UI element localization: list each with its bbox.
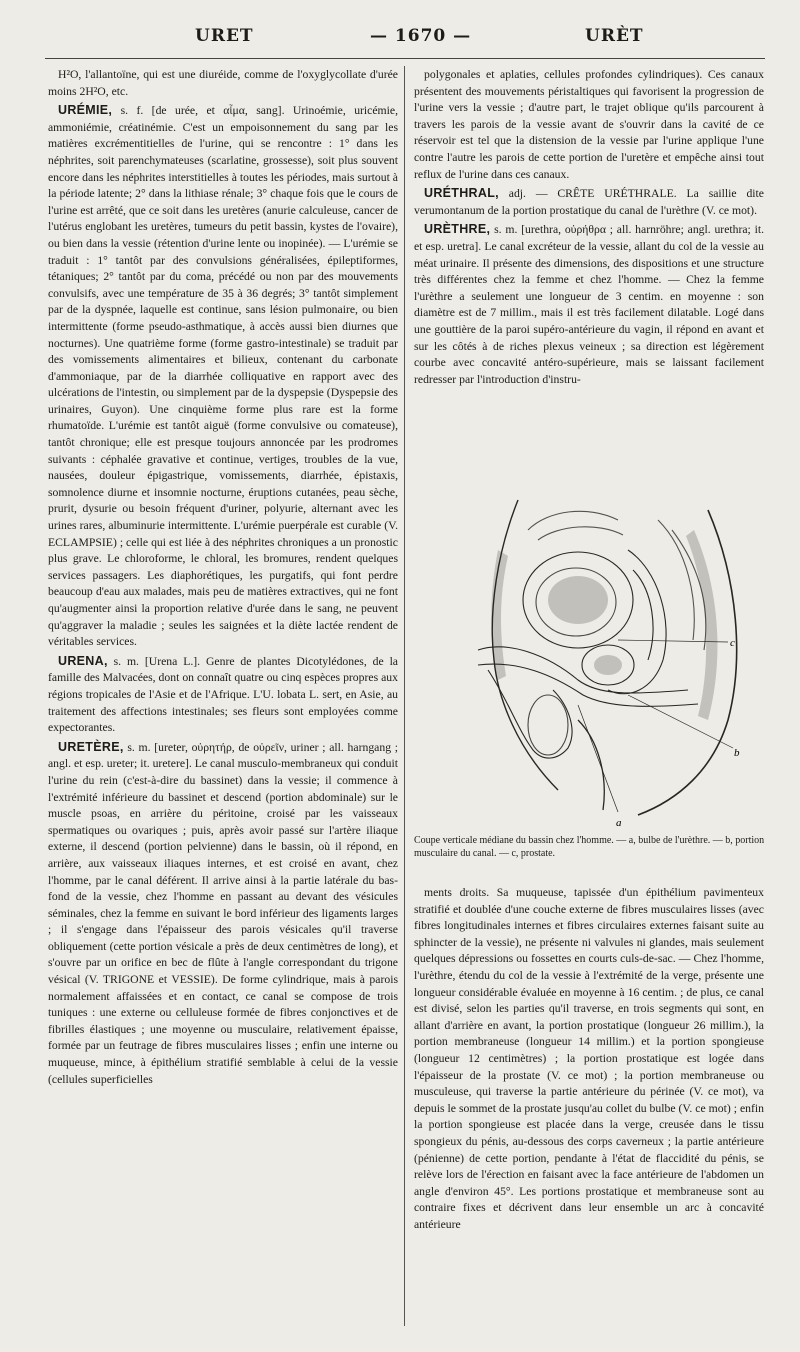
entry-continuation <box>414 885 764 1233</box>
right-column-top <box>414 66 764 452</box>
header-rule <box>45 58 765 59</box>
running-head-left: URET <box>195 26 254 46</box>
right-column-bottom <box>414 885 764 1325</box>
entry-headword: URÉTHRAL, <box>424 186 499 201</box>
entry-headword: URÉMIE, <box>58 103 113 118</box>
entry-text: s. m. [Urena L.]. Genre de plantes Dicotylédones, de la famille des Malvacées, dont on connaît quatre ou cinq espèces propres aux régions tropicales de l'Asie et de l'Afrique. L'U. lobata L. sert, en Asie, au traitement des affections intestinales; ses fleurs sont employées comme expectorantes. <box>48 654 398 735</box>
figure-caption: Coupe verticale médiane du bassin chez l'homme. — a, bulbe de l'urèthre. — b, portion musculaire du canal. — c, prostate. <box>414 835 765 859</box>
entry-uretere <box>48 739 398 1088</box>
entry-urena <box>48 653 398 737</box>
page-number: — 1670 — <box>370 26 472 46</box>
entry-text: ments droits. Sa muqueuse, tapissée d'un épithélium pavimenteux stratifié et doublée d'une couche externe de fibres musculaires lisses (avec fibres longitudinales internes et fibres circulaires externes faisant suite au sphincter de la vessie), ne présente ni valvules ni glandes, mais seulement quelques dépressions ou fossettes en courts culs-de-sac. — Chez l'homme, l'urèthre, étendu du col de la vessie à l'extrémité de la verge, présente une longueur considérable évaluée en moyenne à 16 centim. ; de plus, ce canal est divisé, selon les parties qu'il traverse, en trois segments qui sont, en allant d'arrière en avant, la portion prostatique (longueur 26 millim.), la portion membraneuse (longueur 14 millim.) et la portion spongieuse (longueur 12 centimètres) ; la portion prostatique est logée dans l'épaisseur de la prostate (V. ce mot) ; la portion membraneuse ou musculeuse, qui traverse la partie antérieure du périnée (V. ce mot), va depuis le sommet de la prostate jusqu'au collet du bulbe (V. ce mot) ; enfin la portion spongieuse est placée dans la verge, creusée dans le tissu spongieux du pénis, au-dessous des corps caverneux ; la partie antérieure (pénienne) de cette portion, pendante à l'état de flaccidité du pénis, se relève lors de l'érection en faisant avec la face antérieure de l'abdomen un angle d'environ 45°. Les portions prostatique et membraneuse sont au contraire fixes et décrivent dans leur ensemble un arc à concavité antérieure <box>414 886 764 1231</box>
entry-urethral <box>414 185 764 219</box>
entry-text: s. m. [urethra, οὐρήθρα ; all. harnröhre; angl. urethra; it. et esp. uretra]. Le canal excréteur de la vessie, allant du col de la vessie au méat urinaire. Il présente des dimensions, des dispositions et une structure très différentes chez la femme et chez l'homme. — Chez la femme l'urèthre a seulement une longueur de 3 centim. en moyenne : son diamètre est de 7 millim., mais il est très facilement dilatable. Logé dans une gouttière de la paroi supéro-antérieure du vagin, il répond en avant et sur les côtés à de riches plexus veineux ; sa direction est légèrement courbe avec concavité antéro-supérieure, mais se laissant facilement redresser par l'introduction d'instru- <box>414 223 764 386</box>
page-header <box>50 26 770 56</box>
entry <box>414 66 764 183</box>
pelvis-section-illustration <box>458 490 754 830</box>
figure-label-a: a <box>616 817 622 829</box>
figure-label-b: b <box>734 747 740 759</box>
entry-text: adj. — CRÊTE URÉTHRALE. La saillie dite verumontanum de la portion prostatique du canal de l'urèthre (V. ce mot). <box>414 187 764 217</box>
entry-headword: URENA, <box>58 653 108 668</box>
entry-text: s. m. [ureter, οὐρητήρ, de οὐρεῖν, uriner ; all. harngang ; angl. et esp. ureter; it. uretere]. Le canal musculo-membraneux qui conduit l'urine du rein (c'est-à-dire du bassinet) dans la vessie; il commence à l'extrémité inférieure du bassinet et descend (portion abdominale) sur le muscle psoas, en arrière du péritoine, croisé par les vaisseaux spermatiques ou ovariques ; puis, après avoir passé sur l'artère iliaque externe, il descend (portion pelvienne) dans le bassin, où il répond, en arrière, aux vaisseaux iliaques internes, et est croisé en avant, chez l'homme, par le canal déférent. Il arrive ainsi à la partie latérale du bas-fond de la vessie, chez l'homme en passant au devant des vésicules séminales, chez la femme en suivant le bord inférieur des ligaments larges ; il s'engage dans l'épaisseur des parois vésicales qu'il traverse obliquement (cette portion vésicale a près de deux centimètres de long), et s'ouvre par un orifice en bec de flûte à l'angle correspondant du trigone vésical (V. TRIGONE et VESSIE). De forme cylindrique, mais à parois normalement affaissées et en contact, ce canal se compose de trois tuniques : une externe ou celluleuse formée de fibres conjonctives et de fibrilles élastiques ; une moyenne ou musculaire, relativement épaisse, formée par un feutrage de fibres musculaires lisses ; enfin une interne ou muqueuse, mince, à épithélium stratifié semblable à celui de la vessie (cellules superficielles <box>48 740 398 1086</box>
entry-text: H²O, l'allantoïne, qui est une diuréide, comme de l'oxyglycollate d'urée moins 2H²O, etc. <box>48 68 398 98</box>
entry-text: s. f. [de urée, et αἷμα, sang]. Urinoémie, uricémie, ammoniémie, créatinémie. C'est un empoisonnement du sang par les matières excrémentitielles de l'urine, qui se rencontre : 1° dans les néphrites, soit parenchymateuses (scarlatine, grossesse), soit plus souvent encore dans les néphrites interstitielles à toutes les périodes, mais surtout à la période latente; 2° dans la lithiase rénale; 3° chaque fois que le cours de l'urine est arrêté, que ce soit dans les uretères (anurie calculeuse, cancer de l'utérus englobant les uretères, tumeurs du petit bassin, kystes de l'ovaire), ou bien dans la vessie (rétention d'urine lente ou inopinée). — L'urémie se traduit : 1° tantôt par des convulsions généralisées, épileptiformes, tétaniques; 2° tantôt par du coma, précédé ou non par des mouvements convulsifs, avec une température de 35 à 36 degrés; 3° tantôt simplement par de la dyspnée, laquelle est continue, sans lésion pulmonaire, ou bien intermittente (forme pseudo-asthmatique, à accès aussi bien diurnes que nocturnes). Une quatrième forme (forme gastro-intestinale) se traduit par des vomissements alimentaires et bilieux, contenant du carbonate d'ammoniaque, par de la diarrhée colliquative en rapport avec des ulcérations de l'intestin, ou simplement par de la dyspepsie (Dyspepsie des urinaires, Guyon). Une cinquième forme plus rare est la forme rhumatoïde. L'urémie est tantôt aiguë (forme convulsive ou comateuse), tantôt chronique; elle est presque toujours annoncée par les prodromes suivants : céphalée gravative et continue, vertiges, troubles de la vue, nausées, douleur épigastrique, vomissements, diarrhée, épistaxis, somnolence diurne et insomnie nocturne, éruptions cutanées, peau sèche, prurit, dysurie ou besoin fréquent d'uriner, polyurie, alternant avec les urines rares, albuminurie intermittente. L'urémie puerpérale est curable (V. ECLAMPSIE) ; celle qui est liée à des néphrites chroniques a un pronostic plus grave. Le chloroforme, le chloral, les bromures, rendent quelques services passagers. Les diaphorétiques, les purgatifs, qui font perdre beaucoup d'eau aux malades, mais peu de matières extractives, qui ne font qu'augmenter ainsi la proportion relative d'urée dans le sang, ne peuvent qu'aggraver la maladie ; seules les saignées et la diète lactée rendent de véritables services. <box>48 104 398 649</box>
entry <box>48 66 398 100</box>
running-head-right: URÈT <box>585 26 644 46</box>
figure-label-c: c <box>730 637 735 649</box>
entry-headword: URÈTHRE, <box>424 222 491 237</box>
column-divider <box>404 66 405 1326</box>
entry-headword: URETÈRE, <box>58 739 124 754</box>
entry-urethre <box>414 221 764 388</box>
left-column <box>48 66 398 1336</box>
entry-uremie <box>48 102 398 651</box>
entry-text: polygonales et aplaties, cellules profondes cylindriques). Ces canaux présentent des mouvements péristaltiques qui favorisent la progression de l'urine vers la vessie ; d'autre part, le trajet oblique qu'ils parcourent à travers les parois de la vessie avant de s'ouvrir dans la cavité de ce réservoir est tel que la distension de la vessie par l'urine applique l'une contre l'autre les parois de cette portion de l'uretère et empêche ainsi tout reflux de l'urine dans ces canaux. <box>414 68 764 181</box>
